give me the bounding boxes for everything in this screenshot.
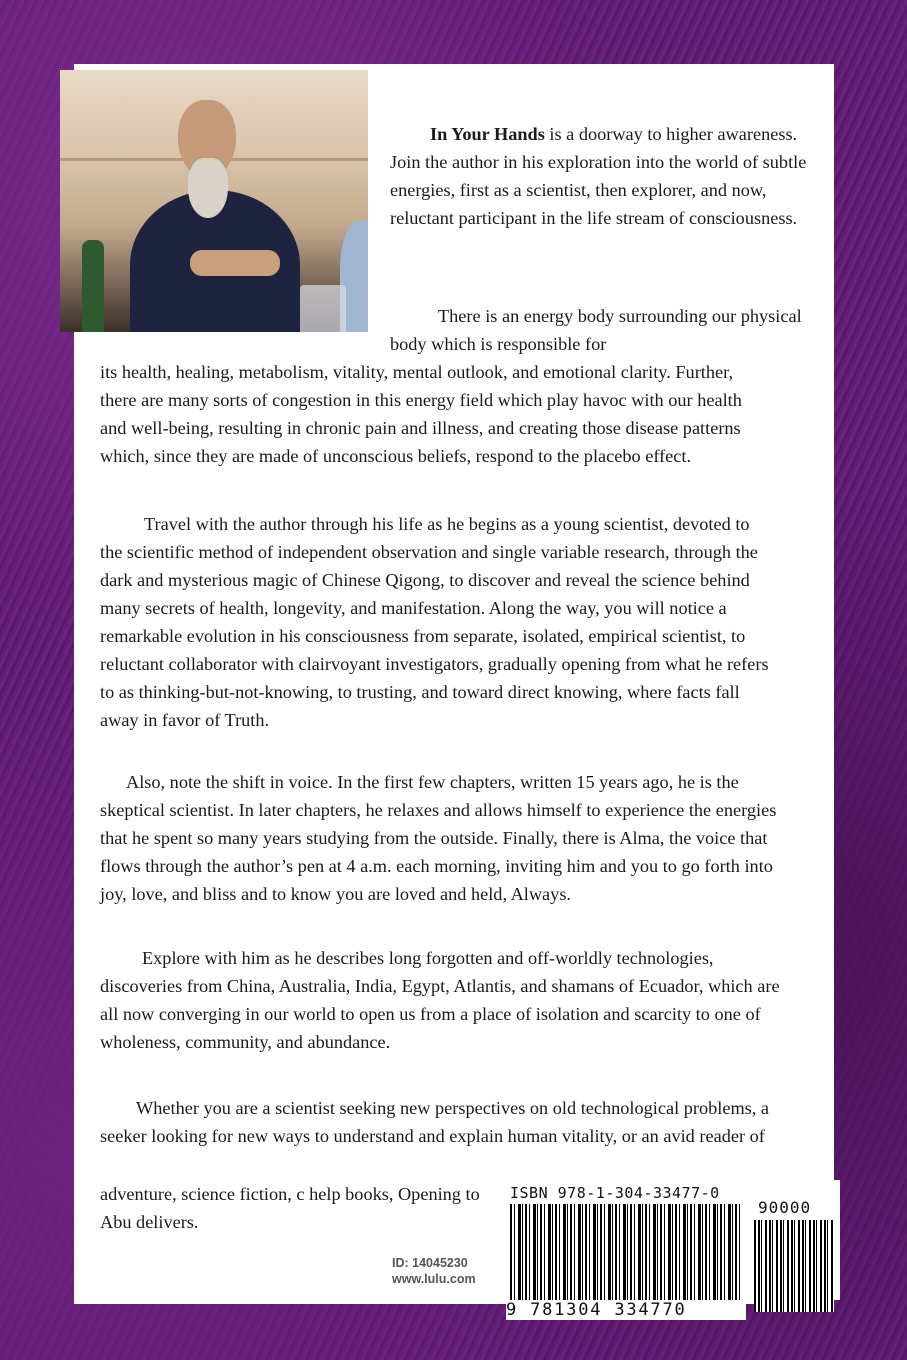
photo-author-beard <box>188 158 228 218</box>
blurb-paragraph-1 <box>390 120 810 232</box>
author-photo <box>60 70 368 332</box>
photo-author-hands <box>190 250 280 276</box>
blurb-paragraph-4: Also, note the shift in voice. In the first few chapters, written 15 years ago, he is the skeptical scientist. In later chapters, he relaxes and allows himself to experience the energies that he spent so many years studying from the outside. Finally, there is Alma, the voice that flows through the author’s pen at 4 a.m. each morning, inviting him and you to go forth into joy, love, and bliss and to know you are loved and held, Always. <box>100 772 777 904</box>
blurb-paragraph-2-start: There is an energy body surrounding our physical body which is responsible for <box>390 306 802 354</box>
blurb-paragraph-7: adventure, science fiction, c help books, Opening to Abu delivers. <box>100 1184 480 1232</box>
lulu-id: ID: 14045230 <box>392 1256 468 1270</box>
book-title: In Your Hands <box>430 124 545 144</box>
blurb-paragraph-1-text: is a doorway to higher awareness. Join the author in his exploration into the world of subtle energies, first as a scientist, then explorer, and now, reluctant participant in the life stream of consciousness. <box>390 124 807 228</box>
photo-glass <box>300 285 346 332</box>
blurb-paragraph-3: Travel with the author through his life as he begins as a young scientist, devoted to the scientific method of independent observation and single variable research, through the dark and mysterious magic of Chinese Qigong, to discover and reveal the science behind many secrets of health, longevity, and manifestation. Along the way, you will notice a remarkable evolution in his consciousness from separate, isolated, empirical scientist, to reluctant collaborator with clairvoyant investigators, gradually opening from what he refers to as thinking-but-not-knowing, to trusting, and toward direct knowing, where facts fall away in favor of Truth. <box>100 514 769 730</box>
blurb-paragraph-2-rest: its health, healing, metabolism, vitality, mental outlook, and emotional clarity. Further, there are many sorts of congestion in this energy field which play havoc with our health and well-being, resulting in chronic pain and illness, and creating those disease patterns which, since they are made of unconscious beliefs, respond to the placebo effect. <box>100 362 742 466</box>
isbn-barcode <box>510 1204 740 1314</box>
blurb-paragraph-6: Whether you are a scientist seeking new perspectives on old technological problems, a seeker looking for new ways to understand and explain human vitality, or an avid reader of <box>100 1098 770 1146</box>
price-barcode <box>754 1220 834 1312</box>
photo-bottle <box>82 240 104 332</box>
isbn-text: ISBN 978-1-304-33477-0 <box>510 1184 720 1202</box>
price-code: 90000 <box>758 1198 812 1217</box>
barcode-digits: 9 781304 334770 <box>506 1300 746 1320</box>
lulu-url: www.lulu.com <box>392 1272 476 1286</box>
blurb-paragraph-5: Explore with him as he describes long forgotten and off-worldly technologies, discoveries from China, Australia, India, Egypt, Atlantis, and shamans of Ecuador, which are all now converging in our world to open us from a place of isolation and scarcity to one of wholeness, community, and abundance. <box>100 948 780 1052</box>
